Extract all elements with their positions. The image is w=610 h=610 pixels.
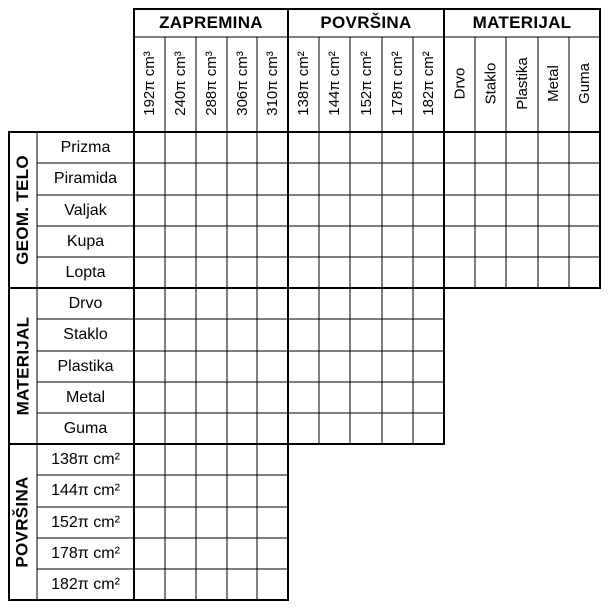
grid-cell[interactable] — [134, 569, 165, 600]
grid-cell[interactable] — [382, 195, 413, 226]
grid-cell[interactable] — [257, 226, 288, 257]
grid-cell[interactable] — [319, 351, 350, 382]
col-header-materijal-2: Staklo — [482, 62, 500, 105]
grid-cell[interactable] — [196, 132, 227, 163]
col-header-zapremina-3: 288π cm³ — [203, 51, 221, 116]
grid-cell[interactable] — [319, 319, 350, 351]
category-povrsina: POVRŠINA — [320, 13, 412, 32]
grid-cell[interactable] — [165, 132, 196, 163]
grid-cell[interactable] — [350, 288, 382, 319]
grid-cell[interactable] — [196, 163, 227, 195]
grid-cell[interactable] — [134, 257, 165, 288]
grid-cell[interactable] — [227, 351, 257, 382]
row-header-metal: Metal — [65, 388, 106, 406]
grid-cell[interactable] — [165, 195, 196, 226]
grid-cell[interactable] — [444, 226, 475, 257]
grid-cell[interactable] — [319, 132, 350, 163]
grid-cell[interactable] — [382, 413, 413, 444]
col-header-povrsina-1: 138π cm² — [295, 51, 313, 116]
grid-cell[interactable] — [227, 413, 257, 444]
grid-cell[interactable] — [506, 163, 538, 195]
grid-cell[interactable] — [569, 132, 600, 163]
grid-cell[interactable] — [227, 319, 257, 351]
row-header-178: 178π cm² — [51, 544, 120, 562]
row-header-guma: Guma — [63, 419, 108, 437]
grid-cell[interactable] — [288, 257, 319, 288]
grid-cell[interactable] — [569, 226, 600, 257]
grid-cell[interactable] — [475, 226, 506, 257]
grid-cell[interactable] — [227, 382, 257, 413]
grid-cell[interactable] — [350, 382, 382, 413]
grid-cell[interactable] — [134, 475, 165, 507]
grid-cell[interactable] — [196, 257, 227, 288]
row-header-plastika: Plastika — [57, 357, 114, 375]
col-header-povrsina-5: 182π cm² — [420, 51, 438, 116]
grid-cell[interactable] — [413, 195, 444, 226]
grid-cell[interactable] — [134, 507, 165, 538]
grid-cell[interactable] — [227, 132, 257, 163]
grid-cell[interactable] — [196, 226, 227, 257]
grid-cell[interactable] — [165, 538, 196, 569]
grid-cell[interactable] — [257, 163, 288, 195]
grid-cell[interactable] — [350, 226, 382, 257]
grid-cell[interactable] — [165, 288, 196, 319]
grid-cell[interactable] — [257, 382, 288, 413]
grid-cell[interactable] — [227, 569, 257, 600]
grid-cell[interactable] — [288, 413, 319, 444]
row-header-piramida: Piramida — [53, 170, 118, 187]
grid-cell[interactable] — [227, 226, 257, 257]
grid-cell[interactable] — [288, 288, 319, 319]
grid-cell[interactable] — [257, 319, 288, 351]
grid-cell[interactable] — [413, 351, 444, 382]
grid-cell[interactable] — [196, 569, 227, 600]
grid-cell[interactable] — [413, 163, 444, 195]
grid-cell[interactable] — [134, 351, 165, 382]
grid-cell[interactable] — [165, 413, 196, 444]
grid-cell[interactable] — [288, 226, 319, 257]
grid-cell[interactable] — [475, 163, 506, 195]
grid-cell[interactable] — [257, 288, 288, 319]
grid-cell[interactable] — [165, 319, 196, 351]
grid-cell[interactable] — [319, 413, 350, 444]
grid-cell[interactable] — [134, 132, 165, 163]
grid-cell[interactable] — [257, 569, 288, 600]
grid-cell[interactable] — [196, 444, 227, 475]
grid-cell[interactable] — [319, 382, 350, 413]
grid-cell[interactable] — [288, 195, 319, 226]
grid-cell[interactable] — [227, 507, 257, 538]
grid-cell[interactable] — [196, 538, 227, 569]
row-header-staklo: Staklo — [63, 326, 108, 343]
grid-cell[interactable] — [257, 195, 288, 226]
grid-cell[interactable] — [350, 319, 382, 351]
row-header-182: 182π cm² — [51, 575, 120, 593]
row-header-152: 152π cm² — [51, 513, 120, 531]
grid-cell[interactable] — [350, 195, 382, 226]
grid-cell[interactable] — [382, 319, 413, 351]
col-header-materijal-4: Metal — [545, 65, 562, 102]
grid-cell[interactable] — [319, 288, 350, 319]
row-header-138: 138π cm² — [51, 450, 120, 468]
grid-cell[interactable] — [350, 257, 382, 288]
grid-cell[interactable] — [257, 413, 288, 444]
category-geom-telo: GEOM. TELO — [13, 155, 33, 265]
col-header-zapremina-5: 310π cm³ — [264, 51, 282, 116]
grid-cell[interactable] — [257, 507, 288, 538]
grid-cell[interactable] — [413, 382, 444, 413]
row-header-prizma: Prizma — [60, 138, 111, 156]
grid-cell[interactable] — [196, 319, 227, 351]
grid-cell[interactable] — [257, 444, 288, 475]
grid-cell[interactable] — [165, 351, 196, 382]
grid-cell[interactable] — [350, 413, 382, 444]
grid-cell[interactable] — [227, 475, 257, 507]
grid-cell[interactable] — [165, 444, 196, 475]
grid-cell[interactable] — [196, 288, 227, 319]
grid-cell[interactable] — [319, 257, 350, 288]
grid-cell[interactable] — [382, 163, 413, 195]
grid-cell[interactable] — [134, 288, 165, 319]
grid-cell[interactable] — [413, 413, 444, 444]
grid-cell[interactable] — [413, 319, 444, 351]
grid-cell[interactable] — [134, 319, 165, 351]
grid-cell[interactable] — [444, 195, 475, 226]
grid-cell[interactable] — [196, 413, 227, 444]
grid-cell[interactable] — [319, 163, 350, 195]
grid-cell[interactable] — [475, 132, 506, 163]
col-header-zapremina-1: 192π cm³ — [141, 51, 159, 116]
grid-cell[interactable] — [444, 132, 475, 163]
col-header-zapremina-2: 240π cm³ — [172, 51, 190, 116]
grid-cell[interactable] — [506, 195, 538, 226]
grid-cell[interactable] — [227, 288, 257, 319]
grid-cell[interactable] — [134, 195, 165, 226]
grid-cell[interactable] — [165, 475, 196, 507]
col-header-povrsina-2: 144π cm² — [326, 51, 344, 116]
grid-cell[interactable] — [538, 132, 569, 163]
grid-cell[interactable] — [165, 163, 196, 195]
grid-cell[interactable] — [165, 507, 196, 538]
grid-cell[interactable] — [257, 257, 288, 288]
grid-cell[interactable] — [350, 132, 382, 163]
col-header-materijal-5: Guma — [576, 63, 594, 104]
grid-cell[interactable] — [413, 288, 444, 319]
grid-cell[interactable] — [506, 132, 538, 163]
grid-cell[interactable] — [350, 351, 382, 382]
row-header-drvo: Drvo — [68, 294, 103, 312]
grid-cell[interactable] — [288, 163, 319, 195]
grid-cell[interactable] — [506, 257, 538, 288]
grid-cell[interactable] — [413, 226, 444, 257]
grid-cell[interactable] — [227, 163, 257, 195]
grid-cell[interactable] — [134, 444, 165, 475]
grid-cell[interactable] — [288, 351, 319, 382]
grid-cell[interactable] — [382, 288, 413, 319]
grid-cell[interactable] — [319, 226, 350, 257]
grid-cell[interactable] — [288, 132, 319, 163]
grid-cell[interactable] — [382, 257, 413, 288]
grid-cell[interactable] — [382, 226, 413, 257]
grid-cell[interactable] — [196, 382, 227, 413]
category-materijal: MATERIJAL — [472, 13, 572, 32]
category-materijal-row: MATERIJAL — [13, 316, 32, 416]
grid-cell[interactable] — [475, 195, 506, 226]
grid-cell[interactable] — [569, 163, 600, 195]
grid-cell[interactable] — [382, 132, 413, 163]
grid-cell[interactable] — [196, 475, 227, 507]
grid-cell[interactable] — [196, 195, 227, 226]
row-header-lopta: Lopta — [65, 263, 106, 281]
grid-cell[interactable] — [134, 226, 165, 257]
grid-cell[interactable] — [413, 132, 444, 163]
grid-cell[interactable] — [134, 538, 165, 569]
grid-cell[interactable] — [569, 257, 600, 288]
grid-cell[interactable] — [444, 163, 475, 195]
row-header-valjak: Valjak — [64, 201, 107, 219]
row-header-144: 144π cm² — [51, 482, 120, 499]
grid-cell[interactable] — [475, 257, 506, 288]
grid-cell[interactable] — [538, 195, 569, 226]
grid-cell[interactable] — [257, 132, 288, 163]
grid-cell[interactable] — [196, 351, 227, 382]
grid-cell[interactable] — [196, 507, 227, 538]
grid-cell[interactable] — [382, 351, 413, 382]
col-header-zapremina-4: 306π cm³ — [233, 51, 251, 116]
grid-cell[interactable] — [227, 257, 257, 288]
grid-cell[interactable] — [134, 382, 165, 413]
category-zapremina: ZAPREMINA — [159, 13, 263, 32]
grid-cell[interactable] — [288, 319, 319, 351]
grid-cell[interactable] — [134, 413, 165, 444]
grid-cell[interactable] — [257, 475, 288, 507]
grid-cell[interactable] — [165, 382, 196, 413]
grid-cell[interactable] — [227, 538, 257, 569]
grid-cell[interactable] — [227, 444, 257, 475]
grid-cell[interactable] — [382, 382, 413, 413]
col-header-materijal-1: Drvo — [451, 67, 469, 100]
grid-cell[interactable] — [319, 195, 350, 226]
grid-cell[interactable] — [257, 538, 288, 569]
col-header-povrsina-4: 178π cm² — [389, 51, 407, 116]
grid-cell[interactable] — [165, 569, 196, 600]
grid-cell[interactable] — [165, 226, 196, 257]
grid-cell[interactable] — [350, 163, 382, 195]
grid-cell[interactable] — [288, 382, 319, 413]
col-header-povrsina-3: 152π cm² — [357, 51, 375, 116]
col-header-materijal-3: Plastika — [513, 57, 531, 110]
grid-cell[interactable] — [538, 163, 569, 195]
grid-cell[interactable] — [257, 351, 288, 382]
grid-cell[interactable] — [569, 195, 600, 226]
grid-cell[interactable] — [413, 257, 444, 288]
grid-cell[interactable] — [227, 195, 257, 226]
grid-cell[interactable] — [538, 257, 569, 288]
grid-cell[interactable] — [538, 226, 569, 257]
grid-cell[interactable] — [506, 226, 538, 257]
grid-cell[interactable] — [444, 257, 475, 288]
grid-cell[interactable] — [165, 257, 196, 288]
grid-cell[interactable] — [134, 163, 165, 195]
row-header-kupa: Kupa — [66, 232, 105, 250]
category-povrsina-row: POVRŠINA — [13, 476, 33, 568]
